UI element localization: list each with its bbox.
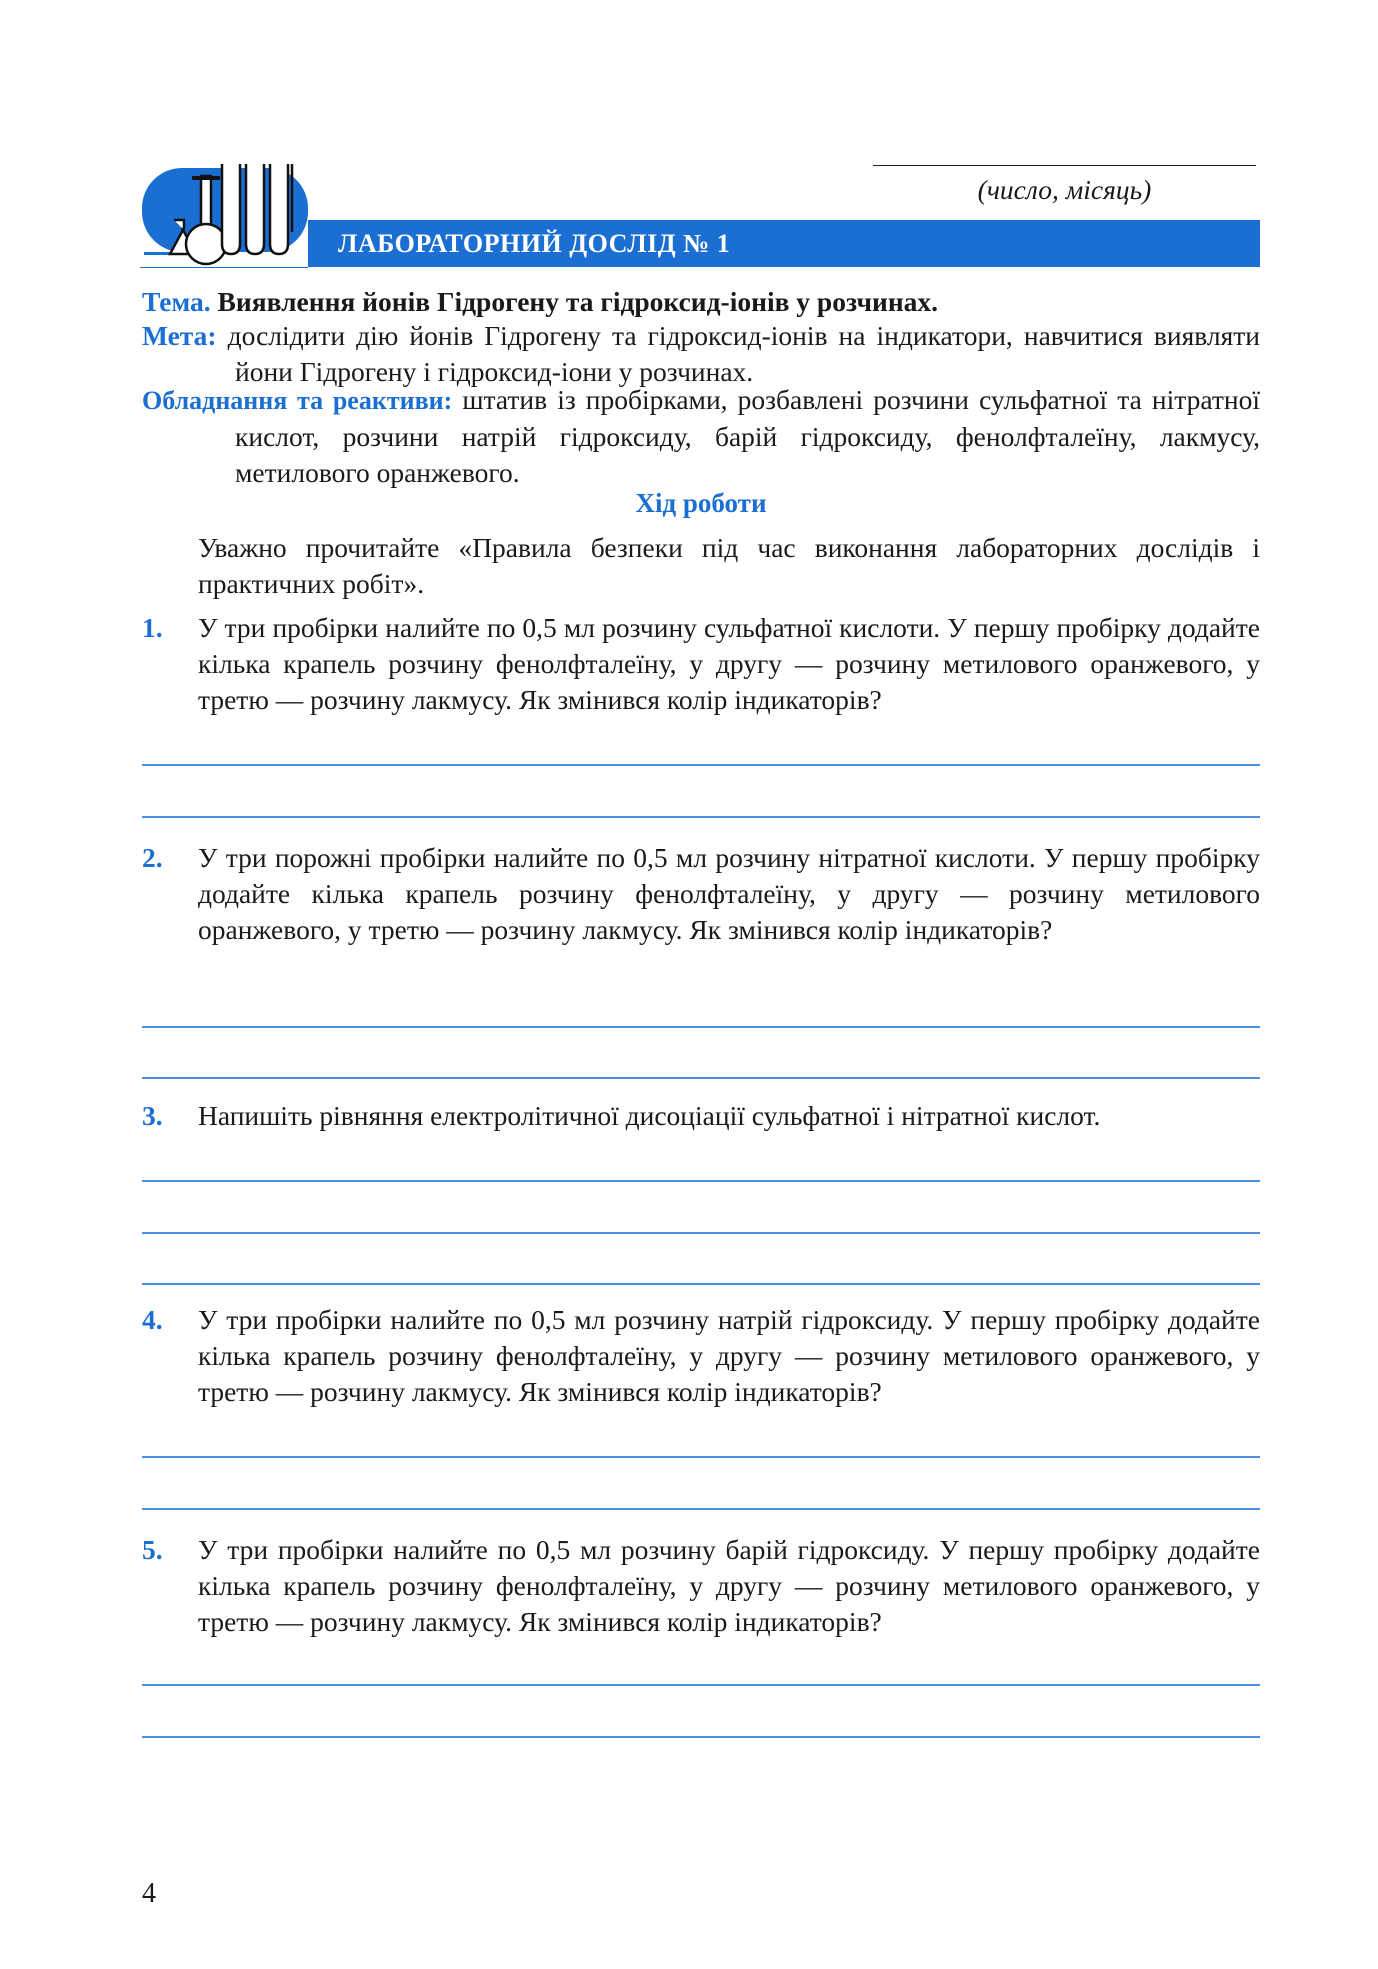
answer-line[interactable] bbox=[142, 1456, 1260, 1458]
task-item bbox=[142, 610, 1260, 718]
task-text: У три пробірки налийте по 0,5 мл розчину сульфатної кислоти. У першу пробірку додайте кілька крапель розчину фенолфталеїну, у другу — розчину метилового оранжевого, у третю — розчину лакмусу. Як змінився колір індикаторів? bbox=[198, 612, 1260, 715]
date-caption: (число, місяць) bbox=[977, 174, 1152, 205]
task-number: 2. bbox=[142, 842, 163, 873]
topic-text: Виявлення йонів Гідрогену та гідроксид-іонів у розчинах. bbox=[217, 286, 939, 317]
answer-line[interactable] bbox=[142, 1283, 1260, 1285]
page-title: ЛАБОРАТОРНИЙ ДОСЛІД № 1 bbox=[338, 229, 731, 258]
topic-label: Тема. bbox=[142, 286, 211, 317]
answer-line[interactable] bbox=[142, 1026, 1260, 1028]
date-input-line[interactable] bbox=[873, 165, 1256, 166]
answer-line[interactable] bbox=[142, 1180, 1260, 1182]
task-number: 5. bbox=[142, 1534, 163, 1565]
answer-line[interactable] bbox=[142, 816, 1260, 818]
task-text: У три порожні пробірки налийте по 0,5 мл розчину нітратної кислоти. У першу пробірку додайте кілька крапель розчину фенолфталеїну, у другу — розчину метилового оранжевого, у третю — розчину лакмусу. Як змінився колір індикаторів? bbox=[198, 842, 1260, 945]
task-item bbox=[142, 1532, 1260, 1640]
procedure-title: Хід роботи bbox=[635, 488, 767, 518]
equipment-label: Обладнання та реактиви: bbox=[142, 386, 453, 415]
task-item bbox=[142, 1098, 1260, 1134]
answer-line[interactable] bbox=[142, 764, 1260, 766]
equipment-row bbox=[142, 382, 1260, 491]
answer-line[interactable] bbox=[142, 1508, 1260, 1510]
answer-line[interactable] bbox=[142, 1077, 1260, 1079]
topic-row bbox=[142, 284, 1260, 320]
task-text: У три пробірки налийте по 0,5 мл розчину барій гідроксиду. У першу пробірку додайте кілька крапель розчину фенолфталеїну, у другу — розчину метилового оранжевого, у третю — розчину лакмусу. Як змінився колір індикаторів? bbox=[198, 1534, 1260, 1637]
task-number: 3. bbox=[142, 1100, 163, 1131]
answer-line[interactable] bbox=[142, 1684, 1260, 1686]
equipment-text: штатив із пробірками, розбавлені розчини сульфатної та нітратної кислот, розчини натрій гідроксиду, барій гідроксиду, фенолфталеїну, лакмусу, метилового оранжевого. bbox=[235, 384, 1260, 488]
answer-line[interactable] bbox=[142, 1232, 1260, 1234]
task-item bbox=[142, 840, 1260, 948]
goal-text: дослідити дію йонів Гідрогену та гідроксид-іонів на індикатори, навчитися виявляти йони Гідрогену і гідроксид-іони у розчинах. bbox=[227, 320, 1261, 387]
goal-label: Мета: bbox=[142, 320, 217, 351]
logo-underline bbox=[140, 267, 308, 268]
task-text: У три пробірки налийте по 0,5 мл розчину натрій гідроксиду. У першу пробірку додайте кілька крапель розчину фенолфталеїну, у другу — розчину метилового оранжевого, у третю — розчину лакмусу. Як змінився колір індикаторів? bbox=[198, 1304, 1260, 1407]
task-text: Напишіть рівняння електролітичної дисоціації сульфатної і нітратної кислот. bbox=[198, 1100, 1101, 1131]
task-item bbox=[142, 1302, 1260, 1410]
answer-line[interactable] bbox=[142, 1736, 1260, 1738]
task-number: 4. bbox=[142, 1304, 163, 1335]
lab-glassware-icon bbox=[140, 158, 310, 270]
procedure-intro: Уважно прочитайте «Правила безпеки під час виконання лабораторних дослідів і практичних робіт». bbox=[198, 532, 1260, 599]
page-number: 4 bbox=[142, 1878, 156, 1909]
goal-row bbox=[142, 318, 1260, 390]
task-number: 1. bbox=[142, 612, 163, 643]
title-banner bbox=[308, 220, 1260, 267]
